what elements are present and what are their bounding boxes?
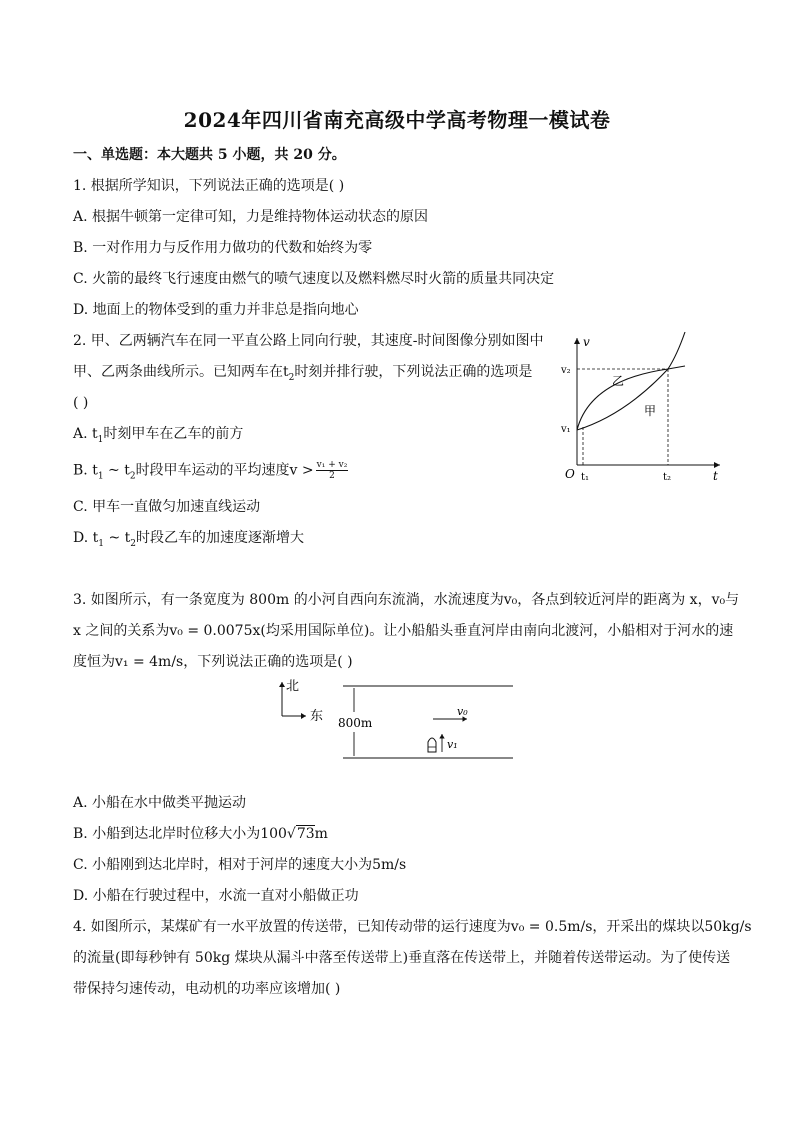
origin-label: O — [565, 467, 575, 481]
v1-label: v₁ — [447, 738, 458, 751]
q2-option-a: A. $t_1$时刻甲车在乙车的前方 — [73, 426, 244, 445]
q3-stem-line2: x 之间的关系为v₀ = 0.0075x(均采用国际单位)。让小船船头垂直河岸由南向北渡河，小船相对于河水的速 — [73, 623, 734, 639]
q3-option-a: A. 小船在水中做类平抛运动 — [73, 795, 247, 811]
river-figure — [270, 672, 520, 767]
q2-stem-line1: 2. 甲、乙两辆汽车在同一平直公路上同向行驶，其速度-时间图像分别如图中 — [73, 333, 544, 349]
t1-label: t₁ — [581, 472, 590, 483]
q2-option-b: B. $t_1$ ~ $t_2$时段甲车运动的平均速度v > $\frac{\text{v₁ + v₂}}{2}$ — [73, 460, 348, 482]
yi-label: 乙 — [612, 374, 625, 388]
east-label: 东 — [310, 709, 324, 724]
q3-stem-line3: 度恒为v₁ = 4m/s，下列说法正确的选项是( ) — [73, 654, 353, 670]
average-velocity-fraction: $\frac{\text{v₁ + v₂}}{2}$ — [316, 460, 348, 481]
q1-option-d: D. 地面上的物体受到的重力并非总是指向地心 — [73, 302, 359, 318]
q3-option-c: C. 小船刚到达北岸时，相对于河岸的速度大小为5m/s — [73, 857, 407, 873]
q4-stem-line3: 带保持匀速传动，电动机的功率应该增加( ) — [73, 981, 341, 997]
jia-label: 甲 — [644, 404, 657, 418]
q1-stem: 1. 根据所学知识，下列说法正确的选项是( ) — [73, 178, 345, 194]
q3-stem-line1: 3. 如图所示，有一条宽度为 800m 的小河自西向东流淌，水流速度为v₀，各点到较近河岸的距离为 x，v₀与 — [73, 592, 740, 608]
q2-stem-line2: 甲、乙两条曲线所示。已知两车在$t_2$时刻并排行驶，下列说法正确的选项是 — [73, 364, 533, 383]
t-axis-label: t — [713, 469, 718, 483]
v-axis-label: v — [583, 335, 590, 349]
north-label: 北 — [286, 679, 300, 694]
v0-label: v₀ — [457, 705, 468, 718]
q3-option-d: D. 小船在行驶过程中，水流一直对小船做正功 — [73, 888, 359, 904]
q4-stem-line1: 4. 如图所示，某煤矿有一水平放置的传送带，已知传动带的运行速度为v₀ = 0.5m/s，开采出的煤块以50kg/s — [73, 919, 752, 935]
river-width-label: 800m — [338, 716, 373, 730]
section-heading: 一、单选题：本大题共 5 小题，共 20 分。 — [73, 147, 346, 163]
v1-label: v₁ — [561, 424, 571, 435]
q2-option-c: C. 甲车一直做匀加速直线运动 — [73, 499, 261, 515]
q2-option-d: D. $t_1$ ~ $t_2$时段乙车的加速度逐渐增大 — [73, 530, 304, 549]
exam-title: 2024年四川省南充高级中学高考物理一模试卷 — [183, 108, 611, 132]
boat-icon — [428, 738, 436, 752]
v2-label: v₂ — [561, 365, 571, 376]
q1-option-b: B. 一对作用力与反作用力做功的代数和始终为零 — [73, 240, 373, 256]
t2-label: t₂ — [663, 472, 672, 483]
q1-option-c: C. 火箭的最终飞行速度由燃气的喷气速度以及燃料燃尽时火箭的质量共同决定 — [73, 271, 555, 287]
curve-yi — [577, 366, 685, 430]
vt-graph — [555, 330, 730, 490]
curve-jia — [577, 332, 685, 430]
q2-stem-line3: ( ) — [73, 395, 89, 411]
q1-option-a: A. 根据牛顿第一定律可知，力是维持物体运动状态的原因 — [73, 209, 429, 225]
q4-stem-line2: 的流量(即每秒钟有 50kg 煤块从漏斗中落至传送带上)垂直落在传送带上，并随着传送带运动。为了使传送 — [73, 950, 731, 966]
q3-option-b: B. 小船到达北岸时位移大小为100√73m — [73, 826, 328, 842]
